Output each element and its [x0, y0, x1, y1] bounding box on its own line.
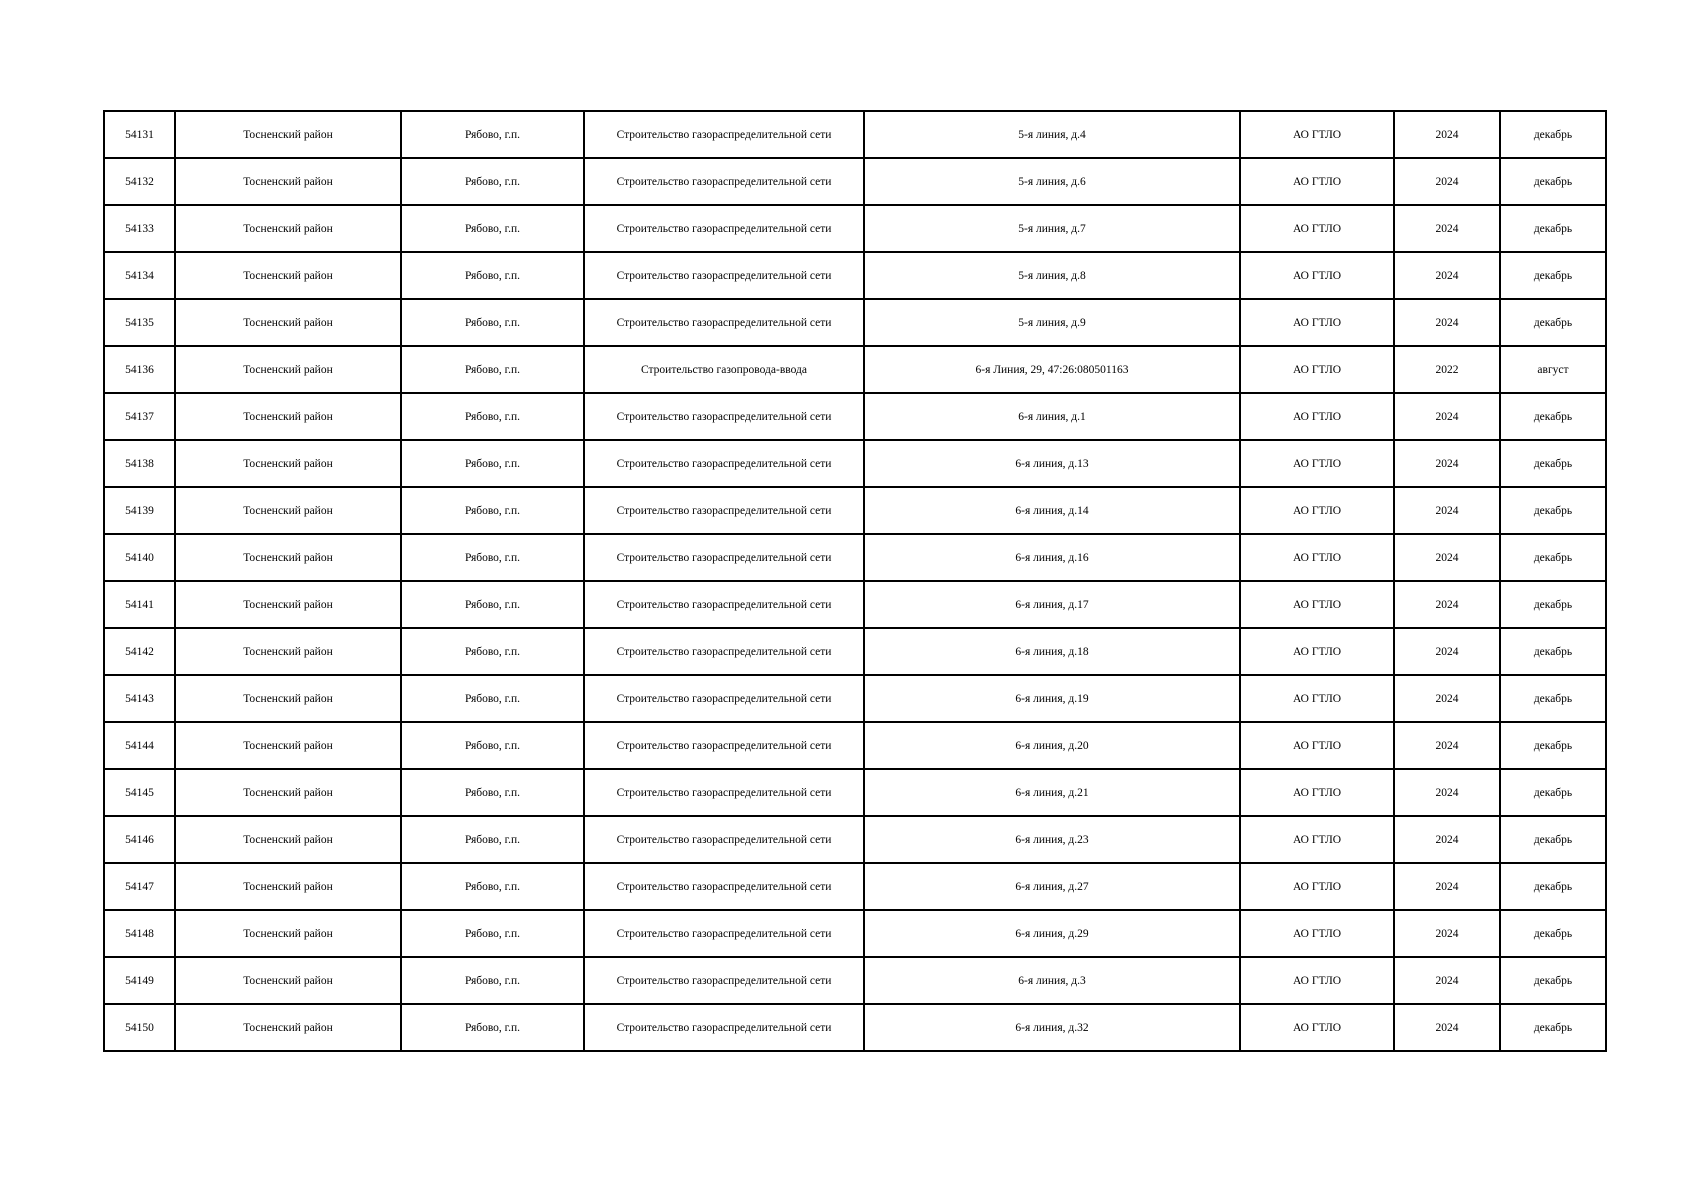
record-id-cell: 54131	[104, 111, 175, 158]
settlement-cell: Рябово, г.п.	[401, 440, 584, 487]
month-cell: декабрь	[1500, 1004, 1606, 1051]
data-table	[103, 110, 1607, 1052]
work-type-cell: Строительство газораспределительной сети	[584, 816, 864, 863]
address-cell: 5-я линия, д.7	[864, 205, 1240, 252]
organization-cell: АО ГТЛО	[1240, 581, 1394, 628]
organization-cell: АО ГТЛО	[1240, 957, 1394, 1004]
settlement-cell: Рябово, г.п.	[401, 910, 584, 957]
work-type-cell: Строительство газораспределительной сети	[584, 111, 864, 158]
work-type-cell: Строительство газораспределительной сети	[584, 628, 864, 675]
table-row	[104, 440, 1606, 487]
address-cell: 6-я линия, д.14	[864, 487, 1240, 534]
year-cell: 2024	[1394, 769, 1500, 816]
work-type-cell: Строительство газораспределительной сети	[584, 581, 864, 628]
address-cell: 6-я линия, д.19	[864, 675, 1240, 722]
address-cell: 5-я линия, д.4	[864, 111, 1240, 158]
table-row	[104, 675, 1606, 722]
year-cell: 2024	[1394, 111, 1500, 158]
organization-cell: АО ГТЛО	[1240, 346, 1394, 393]
record-id-cell: 54133	[104, 205, 175, 252]
settlement-cell: Рябово, г.п.	[401, 487, 584, 534]
organization-cell: АО ГТЛО	[1240, 816, 1394, 863]
month-cell: декабрь	[1500, 393, 1606, 440]
district-cell: Тосненский район	[175, 534, 401, 581]
month-cell: декабрь	[1500, 816, 1606, 863]
settlement-cell: Рябово, г.п.	[401, 722, 584, 769]
year-cell: 2024	[1394, 816, 1500, 863]
year-cell: 2024	[1394, 205, 1500, 252]
table-row	[104, 487, 1606, 534]
address-cell: 6-я линия, д.27	[864, 863, 1240, 910]
month-cell: декабрь	[1500, 487, 1606, 534]
month-cell: декабрь	[1500, 769, 1606, 816]
address-cell: 6-я линия, д.29	[864, 910, 1240, 957]
organization-cell: АО ГТЛО	[1240, 722, 1394, 769]
organization-cell: АО ГТЛО	[1240, 863, 1394, 910]
month-cell: декабрь	[1500, 299, 1606, 346]
year-cell: 2024	[1394, 628, 1500, 675]
address-cell: 6-я линия, д.3	[864, 957, 1240, 1004]
settlement-cell: Рябово, г.п.	[401, 393, 584, 440]
record-id-cell: 54148	[104, 910, 175, 957]
record-id-cell: 54150	[104, 1004, 175, 1051]
table-body	[104, 111, 1606, 1051]
district-cell: Тосненский район	[175, 299, 401, 346]
year-cell: 2024	[1394, 299, 1500, 346]
district-cell: Тосненский район	[175, 346, 401, 393]
settlement-cell: Рябово, г.п.	[401, 1004, 584, 1051]
address-cell: 5-я линия, д.9	[864, 299, 1240, 346]
work-type-cell: Строительство газопровода-ввода	[584, 346, 864, 393]
work-type-cell: Строительство газораспределительной сети	[584, 957, 864, 1004]
year-cell: 2024	[1394, 393, 1500, 440]
organization-cell: АО ГТЛО	[1240, 534, 1394, 581]
table-row	[104, 1004, 1606, 1051]
year-cell: 2024	[1394, 534, 1500, 581]
organization-cell: АО ГТЛО	[1240, 299, 1394, 346]
settlement-cell: Рябово, г.п.	[401, 863, 584, 910]
year-cell: 2024	[1394, 440, 1500, 487]
organization-cell: АО ГТЛО	[1240, 628, 1394, 675]
address-cell: 5-я линия, д.6	[864, 158, 1240, 205]
month-cell: декабрь	[1500, 158, 1606, 205]
district-cell: Тосненский район	[175, 1004, 401, 1051]
organization-cell: АО ГТЛО	[1240, 675, 1394, 722]
year-cell: 2024	[1394, 158, 1500, 205]
month-cell: декабрь	[1500, 111, 1606, 158]
settlement-cell: Рябово, г.п.	[401, 816, 584, 863]
address-cell: 6-я Линия, 29, 47:26:080501163	[864, 346, 1240, 393]
settlement-cell: Рябово, г.п.	[401, 675, 584, 722]
record-id-cell: 54141	[104, 581, 175, 628]
district-cell: Тосненский район	[175, 487, 401, 534]
record-id-cell: 54142	[104, 628, 175, 675]
year-cell: 2024	[1394, 1004, 1500, 1051]
settlement-cell: Рябово, г.п.	[401, 346, 584, 393]
district-cell: Тосненский район	[175, 628, 401, 675]
record-id-cell: 54149	[104, 957, 175, 1004]
settlement-cell: Рябово, г.п.	[401, 581, 584, 628]
district-cell: Тосненский район	[175, 393, 401, 440]
organization-cell: АО ГТЛО	[1240, 158, 1394, 205]
table-row	[104, 722, 1606, 769]
address-cell: 6-я линия, д.32	[864, 1004, 1240, 1051]
organization-cell: АО ГТЛО	[1240, 910, 1394, 957]
work-type-cell: Строительство газораспределительной сети	[584, 252, 864, 299]
work-type-cell: Строительство газораспределительной сети	[584, 440, 864, 487]
table-row	[104, 252, 1606, 299]
settlement-cell: Рябово, г.п.	[401, 299, 584, 346]
year-cell: 2024	[1394, 957, 1500, 1004]
record-id-cell: 54143	[104, 675, 175, 722]
year-cell: 2024	[1394, 675, 1500, 722]
record-id-cell: 54140	[104, 534, 175, 581]
district-cell: Тосненский район	[175, 722, 401, 769]
table-row	[104, 111, 1606, 158]
month-cell: декабрь	[1500, 440, 1606, 487]
table-row	[104, 299, 1606, 346]
address-cell: 6-я линия, д.20	[864, 722, 1240, 769]
record-id-cell: 54147	[104, 863, 175, 910]
organization-cell: АО ГТЛО	[1240, 205, 1394, 252]
work-type-cell: Строительство газораспределительной сети	[584, 722, 864, 769]
month-cell: декабрь	[1500, 957, 1606, 1004]
month-cell: декабрь	[1500, 675, 1606, 722]
settlement-cell: Рябово, г.п.	[401, 158, 584, 205]
year-cell: 2024	[1394, 863, 1500, 910]
record-id-cell: 54146	[104, 816, 175, 863]
work-type-cell: Строительство газораспределительной сети	[584, 910, 864, 957]
address-cell: 6-я линия, д.21	[864, 769, 1240, 816]
month-cell: декабрь	[1500, 628, 1606, 675]
district-cell: Тосненский район	[175, 675, 401, 722]
work-type-cell: Строительство газораспределительной сети	[584, 487, 864, 534]
address-cell: 6-я линия, д.16	[864, 534, 1240, 581]
table-row	[104, 205, 1606, 252]
record-id-cell: 54145	[104, 769, 175, 816]
organization-cell: АО ГТЛО	[1240, 393, 1394, 440]
district-cell: Тосненский район	[175, 769, 401, 816]
address-cell: 6-я линия, д.18	[864, 628, 1240, 675]
record-id-cell: 54138	[104, 440, 175, 487]
month-cell: декабрь	[1500, 722, 1606, 769]
table-row	[104, 346, 1606, 393]
settlement-cell: Рябово, г.п.	[401, 111, 584, 158]
settlement-cell: Рябово, г.п.	[401, 205, 584, 252]
address-cell: 6-я линия, д.17	[864, 581, 1240, 628]
address-cell: 6-я линия, д.1	[864, 393, 1240, 440]
table-row	[104, 863, 1606, 910]
record-id-cell: 54139	[104, 487, 175, 534]
month-cell: декабрь	[1500, 252, 1606, 299]
table-row	[104, 158, 1606, 205]
table-row	[104, 628, 1606, 675]
year-cell: 2024	[1394, 487, 1500, 534]
month-cell: декабрь	[1500, 581, 1606, 628]
settlement-cell: Рябово, г.п.	[401, 628, 584, 675]
work-type-cell: Строительство газораспределительной сети	[584, 1004, 864, 1051]
settlement-cell: Рябово, г.п.	[401, 957, 584, 1004]
settlement-cell: Рябово, г.п.	[401, 252, 584, 299]
work-type-cell: Строительство газораспределительной сети	[584, 205, 864, 252]
month-cell: август	[1500, 346, 1606, 393]
organization-cell: АО ГТЛО	[1240, 487, 1394, 534]
organization-cell: АО ГТЛО	[1240, 440, 1394, 487]
work-type-cell: Строительство газораспределительной сети	[584, 158, 864, 205]
year-cell: 2024	[1394, 722, 1500, 769]
record-id-cell: 54144	[104, 722, 175, 769]
district-cell: Тосненский район	[175, 158, 401, 205]
district-cell: Тосненский район	[175, 910, 401, 957]
address-cell: 6-я линия, д.23	[864, 816, 1240, 863]
organization-cell: АО ГТЛО	[1240, 1004, 1394, 1051]
table-row	[104, 534, 1606, 581]
organization-cell: АО ГТЛО	[1240, 769, 1394, 816]
table-row	[104, 957, 1606, 1004]
year-cell: 2024	[1394, 910, 1500, 957]
address-cell: 6-я линия, д.13	[864, 440, 1240, 487]
district-cell: Тосненский район	[175, 111, 401, 158]
month-cell: декабрь	[1500, 534, 1606, 581]
district-cell: Тосненский район	[175, 440, 401, 487]
table-row	[104, 816, 1606, 863]
district-cell: Тосненский район	[175, 252, 401, 299]
district-cell: Тосненский район	[175, 957, 401, 1004]
organization-cell: АО ГТЛО	[1240, 252, 1394, 299]
year-cell: 2024	[1394, 581, 1500, 628]
record-id-cell: 54134	[104, 252, 175, 299]
work-type-cell: Строительство газораспределительной сети	[584, 299, 864, 346]
address-cell: 5-я линия, д.8	[864, 252, 1240, 299]
organization-cell: АО ГТЛО	[1240, 111, 1394, 158]
year-cell: 2022	[1394, 346, 1500, 393]
district-cell: Тосненский район	[175, 863, 401, 910]
district-cell: Тосненский район	[175, 816, 401, 863]
table-row	[104, 393, 1606, 440]
month-cell: декабрь	[1500, 863, 1606, 910]
year-cell: 2024	[1394, 252, 1500, 299]
settlement-cell: Рябово, г.п.	[401, 769, 584, 816]
work-type-cell: Строительство газораспределительной сети	[584, 393, 864, 440]
work-type-cell: Строительство газораспределительной сети	[584, 863, 864, 910]
work-type-cell: Строительство газораспределительной сети	[584, 769, 864, 816]
district-cell: Тосненский район	[175, 581, 401, 628]
settlement-cell: Рябово, г.п.	[401, 534, 584, 581]
month-cell: декабрь	[1500, 205, 1606, 252]
record-id-cell: 54136	[104, 346, 175, 393]
record-id-cell: 54137	[104, 393, 175, 440]
record-id-cell: 54135	[104, 299, 175, 346]
table-row	[104, 581, 1606, 628]
table-row	[104, 769, 1606, 816]
district-cell: Тосненский район	[175, 205, 401, 252]
work-type-cell: Строительство газораспределительной сети	[584, 534, 864, 581]
month-cell: декабрь	[1500, 910, 1606, 957]
record-id-cell: 54132	[104, 158, 175, 205]
table-row	[104, 910, 1606, 957]
work-type-cell: Строительство газораспределительной сети	[584, 675, 864, 722]
